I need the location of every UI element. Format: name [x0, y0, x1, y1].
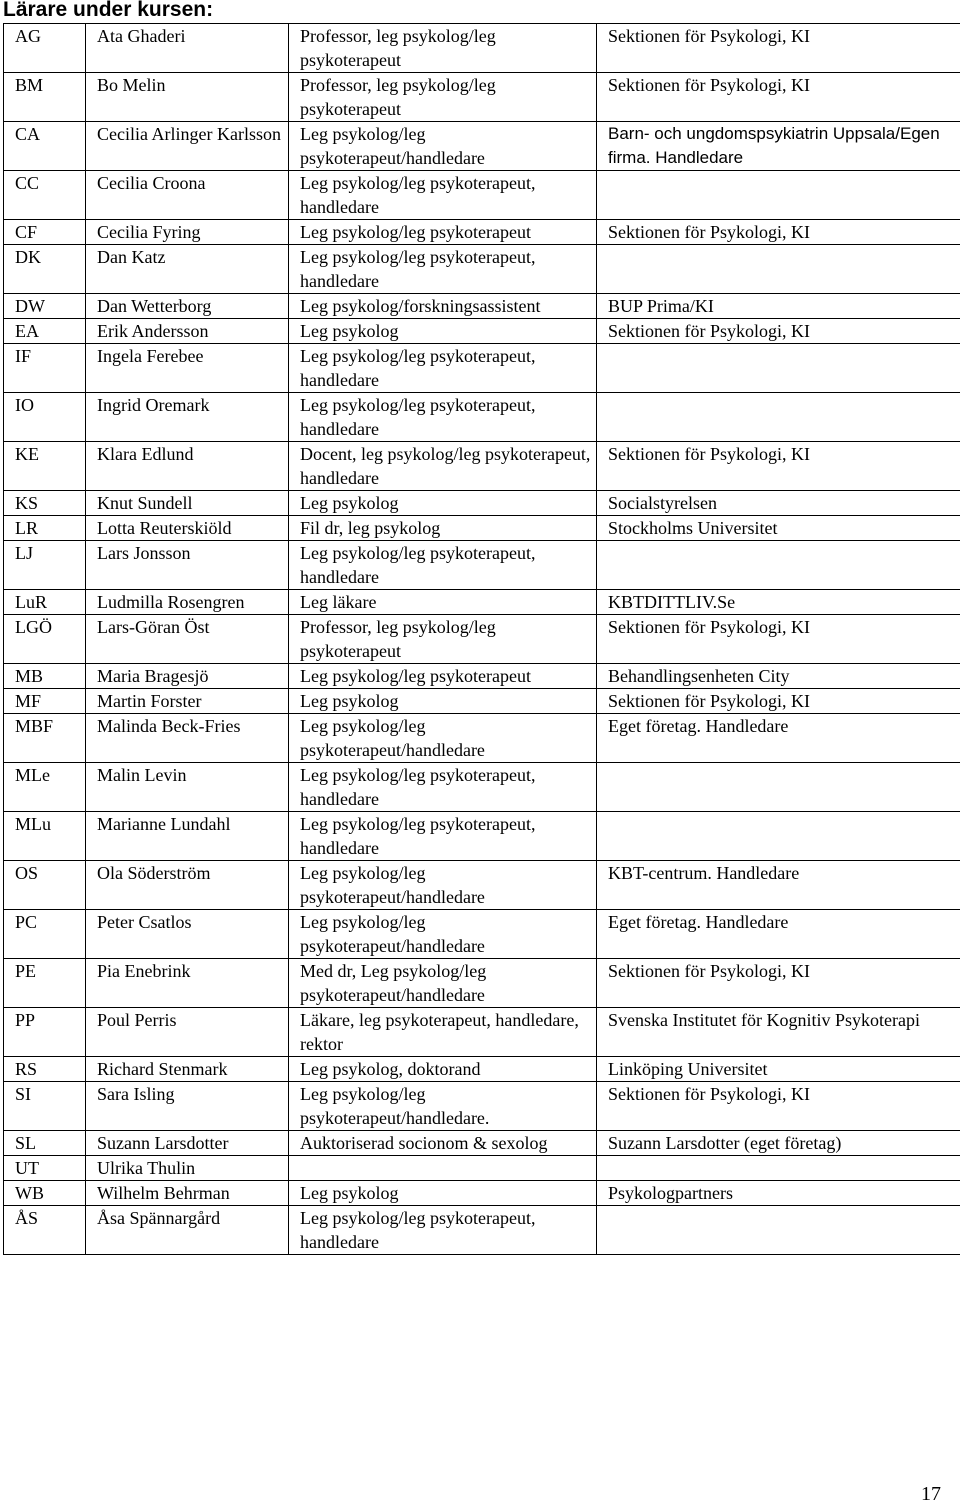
teacher-code-cell: IO	[4, 393, 86, 442]
table-row	[4, 1206, 960, 1255]
teacher-table-body	[4, 24, 960, 1255]
table-row	[4, 491, 960, 516]
teacher-code-cell: SI	[4, 1082, 86, 1131]
teacher-title-cell: Leg psykolog/leg psykoterapeut/handledare	[289, 861, 597, 910]
table-row	[4, 763, 960, 812]
teacher-affiliation-cell	[597, 812, 960, 861]
teacher-title-cell: Leg psykolog/leg psykoterapeut, handledare	[289, 763, 597, 812]
teacher-code-cell: LJ	[4, 541, 86, 590]
teacher-name-cell: Maria Bragesjö	[86, 664, 289, 689]
teacher-affiliation-cell: Sektionen för Psykologi, KI	[597, 319, 960, 344]
teacher-affiliation-cell: BUP Prima/KI	[597, 294, 960, 319]
teacher-name-cell: Ludmilla Rosengren	[86, 590, 289, 615]
table-row	[4, 1181, 960, 1206]
table-row	[4, 73, 960, 122]
teacher-name-cell: Dan Wetterborg	[86, 294, 289, 319]
teacher-title-cell: Leg psykolog/forskningsassistent	[289, 294, 597, 319]
teacher-affiliation-cell: Socialstyrelsen	[597, 491, 960, 516]
teacher-code-cell: DK	[4, 245, 86, 294]
teacher-name-cell: Malinda Beck-Fries	[86, 714, 289, 763]
table-row	[4, 516, 960, 541]
teacher-title-cell: Leg psykolog	[289, 491, 597, 516]
teacher-affiliation-cell: Behandlingsenheten City	[597, 664, 960, 689]
teacher-title-cell: Professor, leg psykolog/leg psykoterapeut	[289, 24, 597, 73]
teacher-name-cell: Åsa Spännargård	[86, 1206, 289, 1255]
teacher-affiliation-cell: Sektionen för Psykologi, KI	[597, 1082, 960, 1131]
table-row	[4, 24, 960, 73]
teacher-title-cell: Läkare, leg psykoterapeut, handledare, rektor	[289, 1008, 597, 1057]
table-row	[4, 714, 960, 763]
teacher-name-cell: Cecilia Fyring	[86, 220, 289, 245]
teacher-code-cell: KS	[4, 491, 86, 516]
teacher-affiliation-cell: Eget företag. Handledare	[597, 910, 960, 959]
teacher-affiliation-cell: Sektionen för Psykologi, KI	[597, 442, 960, 491]
teacher-affiliation-cell: Suzann Larsdotter (eget företag)	[597, 1131, 960, 1156]
teacher-title-cell: Leg psykolog/leg psykoterapeut/handledare.	[289, 1082, 597, 1131]
teacher-affiliation-cell	[597, 541, 960, 590]
teacher-title-cell: Leg psykolog	[289, 689, 597, 714]
teacher-name-cell: Sara Isling	[86, 1082, 289, 1131]
teacher-title-cell: Leg psykolog/leg psykoterapeut, handledare	[289, 171, 597, 220]
teacher-code-cell: ÅS	[4, 1206, 86, 1255]
teacher-name-cell: Erik Andersson	[86, 319, 289, 344]
teacher-name-cell: Lars-Göran Öst	[86, 615, 289, 664]
teacher-title-cell: Leg psykolog/leg psykoterapeut, handledare	[289, 245, 597, 294]
teacher-affiliation-cell: Stockholms Universitet	[597, 516, 960, 541]
teacher-name-cell: Pia Enebrink	[86, 959, 289, 1008]
teacher-title-cell: Leg psykolog/leg psykoterapeut, handledare	[289, 812, 597, 861]
teacher-code-cell: IF	[4, 344, 86, 393]
table-row	[4, 910, 960, 959]
teacher-code-cell: MBF	[4, 714, 86, 763]
teacher-code-cell: EA	[4, 319, 86, 344]
teacher-affiliation-cell: KBT-centrum. Handledare	[597, 861, 960, 910]
teacher-affiliation-cell	[597, 393, 960, 442]
teacher-affiliation-cell: Sektionen för Psykologi, KI	[597, 73, 960, 122]
teacher-name-cell: Peter Csatlos	[86, 910, 289, 959]
teacher-code-cell: WB	[4, 1181, 86, 1206]
teacher-affiliation-cell: Linköping Universitet	[597, 1057, 960, 1082]
teacher-affiliation-cell: Sektionen för Psykologi, KI	[597, 220, 960, 245]
teacher-name-cell: Malin Levin	[86, 763, 289, 812]
table-row	[4, 959, 960, 1008]
teacher-affiliation-cell: Eget företag. Handledare	[597, 714, 960, 763]
page-number: 17	[921, 1482, 941, 1506]
teacher-name-cell: Cecilia Croona	[86, 171, 289, 220]
teacher-title-cell: Leg psykolog/leg psykoterapeut/handledare	[289, 122, 597, 171]
teacher-name-cell: Ata Ghaderi	[86, 24, 289, 73]
teacher-name-cell: Bo Melin	[86, 73, 289, 122]
teacher-affiliation-cell: Barn- och ungdomspsykiatrin Uppsala/Egen firma. Handledare	[597, 122, 960, 171]
teacher-affiliation-cell	[597, 245, 960, 294]
teacher-name-cell: Lotta Reuterskiöld	[86, 516, 289, 541]
table-row	[4, 1082, 960, 1131]
table-row	[4, 245, 960, 294]
teacher-affiliation-cell	[597, 171, 960, 220]
teacher-name-cell: Richard Stenmark	[86, 1057, 289, 1082]
teacher-code-cell: MB	[4, 664, 86, 689]
table-row	[4, 615, 960, 664]
teacher-name-cell: Ola Söderström	[86, 861, 289, 910]
teacher-code-cell: PC	[4, 910, 86, 959]
table-row	[4, 122, 960, 171]
teacher-code-cell: CC	[4, 171, 86, 220]
teacher-title-cell: Leg psykolog, doktorand	[289, 1057, 597, 1082]
teacher-code-cell: LGÖ	[4, 615, 86, 664]
teacher-title-cell: Professor, leg psykolog/leg psykoterapeut	[289, 73, 597, 122]
teacher-code-cell: MF	[4, 689, 86, 714]
table-row	[4, 664, 960, 689]
teacher-affiliation-cell: Sektionen för Psykologi, KI	[597, 959, 960, 1008]
teacher-affiliation-cell	[597, 344, 960, 393]
teacher-affiliation-cell: Svenska Institutet för Kognitiv Psykoterapi	[597, 1008, 960, 1057]
teacher-title-cell	[289, 1156, 597, 1181]
teacher-name-cell: Ulrika Thulin	[86, 1156, 289, 1181]
teacher-code-cell: MLe	[4, 763, 86, 812]
teacher-code-cell: SL	[4, 1131, 86, 1156]
teacher-affiliation-cell: Sektionen för Psykologi, KI	[597, 24, 960, 73]
table-row	[4, 1008, 960, 1057]
table-row	[4, 294, 960, 319]
teacher-code-cell: MLu	[4, 812, 86, 861]
table-row	[4, 319, 960, 344]
teacher-affiliation-cell: Sektionen för Psykologi, KI	[597, 689, 960, 714]
teacher-name-cell: Suzann Larsdotter	[86, 1131, 289, 1156]
table-row	[4, 171, 960, 220]
teacher-code-cell: RS	[4, 1057, 86, 1082]
teacher-affiliation-cell: Psykologpartners	[597, 1181, 960, 1206]
teacher-name-cell: Ingrid Oremark	[86, 393, 289, 442]
teacher-title-cell: Leg psykolog/leg psykoterapeut	[289, 220, 597, 245]
teacher-title-cell: Leg psykolog/leg psykoterapeut, handledare	[289, 344, 597, 393]
teacher-code-cell: BM	[4, 73, 86, 122]
table-row	[4, 1156, 960, 1181]
teacher-name-cell: Lars Jonsson	[86, 541, 289, 590]
teacher-title-cell: Leg psykolog	[289, 319, 597, 344]
teacher-affiliation-cell	[597, 763, 960, 812]
teacher-code-cell: PE	[4, 959, 86, 1008]
table-row	[4, 220, 960, 245]
table-row	[4, 689, 960, 714]
teacher-code-cell: CF	[4, 220, 86, 245]
teacher-code-cell: DW	[4, 294, 86, 319]
teacher-title-cell: Leg psykolog/leg psykoterapeut, handledare	[289, 393, 597, 442]
table-row	[4, 590, 960, 615]
teacher-title-cell: Leg psykolog/leg psykoterapeut/handledare	[289, 714, 597, 763]
teacher-title-cell: Auktoriserad socionom & sexolog	[289, 1131, 597, 1156]
teacher-name-cell: Knut Sundell	[86, 491, 289, 516]
teacher-code-cell: AG	[4, 24, 86, 73]
table-row	[4, 861, 960, 910]
teacher-title-cell: Leg psykolog/leg psykoterapeut	[289, 664, 597, 689]
teacher-name-cell: Ingela Ferebee	[86, 344, 289, 393]
teacher-affiliation-cell: Sektionen för Psykologi, KI	[597, 615, 960, 664]
teacher-name-cell: Poul Perris	[86, 1008, 289, 1057]
teacher-title-cell: Professor, leg psykolog/leg psykoterapeut	[289, 615, 597, 664]
table-row	[4, 1131, 960, 1156]
teacher-name-cell: Cecilia Arlinger Karlsson	[86, 122, 289, 171]
teacher-code-cell: KE	[4, 442, 86, 491]
teacher-affiliation-cell	[597, 1206, 960, 1255]
teacher-code-cell: CA	[4, 122, 86, 171]
teacher-code-cell: LuR	[4, 590, 86, 615]
teacher-title-cell: Med dr, Leg psykolog/leg psykoterapeut/handledare	[289, 959, 597, 1008]
teacher-affiliation-cell: KBTDITTLIV.Se	[597, 590, 960, 615]
table-row	[4, 393, 960, 442]
table-row	[4, 812, 960, 861]
teacher-code-cell: UT	[4, 1156, 86, 1181]
teacher-name-cell: Dan Katz	[86, 245, 289, 294]
table-row	[4, 344, 960, 393]
teacher-title-cell: Leg läkare	[289, 590, 597, 615]
table-row	[4, 1057, 960, 1082]
teacher-table	[3, 23, 960, 1255]
teacher-name-cell: Martin Forster	[86, 689, 289, 714]
teacher-code-cell: LR	[4, 516, 86, 541]
teacher-title-cell: Fil dr, leg psykolog	[289, 516, 597, 541]
table-row	[4, 442, 960, 491]
teacher-title-cell: Leg psykolog/leg psykoterapeut, handledare	[289, 1206, 597, 1255]
teacher-title-cell: Leg psykolog/leg psykoterapeut/handledare	[289, 910, 597, 959]
teacher-name-cell: Klara Edlund	[86, 442, 289, 491]
table-row	[4, 541, 960, 590]
teacher-title-cell: Leg psykolog	[289, 1181, 597, 1206]
teacher-name-cell: Wilhelm Behrman	[86, 1181, 289, 1206]
teacher-title-cell: Leg psykolog/leg psykoterapeut, handledare	[289, 541, 597, 590]
teacher-name-cell: Marianne Lundahl	[86, 812, 289, 861]
teacher-affiliation-cell	[597, 1156, 960, 1181]
teacher-title-cell: Docent, leg psykolog/leg psykoterapeut, handledare	[289, 442, 597, 491]
page-heading: Lärare under kursen:	[3, 0, 213, 23]
teacher-code-cell: OS	[4, 861, 86, 910]
teacher-code-cell: PP	[4, 1008, 86, 1057]
